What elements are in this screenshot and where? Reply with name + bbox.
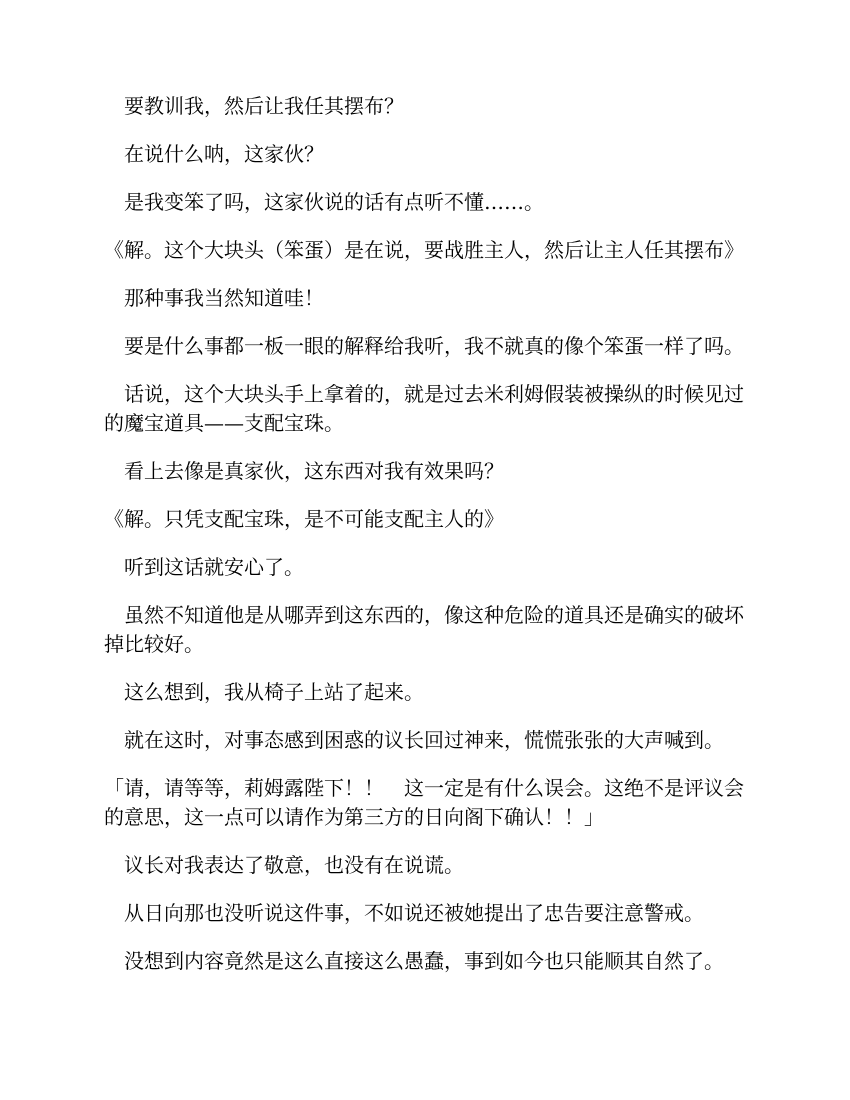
paragraph: 看上去像是真家伙，这东西对我有效果吗？ (124, 459, 504, 483)
paragraph: 是我变笨了吗，这家伙说的话有点听不懂……。 (124, 190, 544, 214)
paragraph: 这么想到，我从椅子上站了起来。 (124, 680, 424, 704)
paragraph: 就在这时，对事态感到困惑的议长回过神来，慌慌张张的大声喊到。 (124, 728, 724, 752)
paragraph: 从日向那也没听说这件事，不如说还被她提出了忠告要注意警戒。 (124, 901, 704, 925)
paragraph: 要是什么事都一板一眼的解释给我听，我不就真的像个笨蛋一样了吗。 (124, 334, 744, 358)
document-body (104, 92, 754, 995)
paragraph: 《解。只凭支配宝珠，是不可能支配主人的》 (104, 507, 504, 531)
paragraph: 没想到内容竟然是这么直接这么愚蠢，事到如今也只能顺其自然了。 (124, 949, 724, 973)
paragraph: 要教训我，然后让我任其摆布？ (124, 94, 404, 118)
paragraph: 那种事我当然知道哇！ (124, 286, 324, 310)
paragraph: 「请，请等等，莉姆露陛下！！ 这一定是有什么误会。这绝不是评议会的意思，这一点可以请作为第三方的日向阁下确认！！」 (104, 776, 744, 829)
paragraph: 议长对我表达了敬意，也没有在说谎。 (124, 853, 464, 877)
paragraph: 虽然不知道他是从哪弄到这东西的，像这种危险的道具还是确实的破坏掉比较好。 (104, 603, 744, 656)
paragraph: 话说，这个大块头手上拿着的，就是过去米利姆假装被操纵的时候见过的魔宝道具——支配宝珠。 (104, 382, 744, 435)
paragraph: 《解。这个大块头（笨蛋）是在说，要战胜主人，然后让主人任其摆布》 (104, 238, 744, 262)
paragraph: 在说什么呐，这家伙？ (124, 142, 324, 166)
paragraph: 听到这话就安心了。 (124, 555, 304, 579)
